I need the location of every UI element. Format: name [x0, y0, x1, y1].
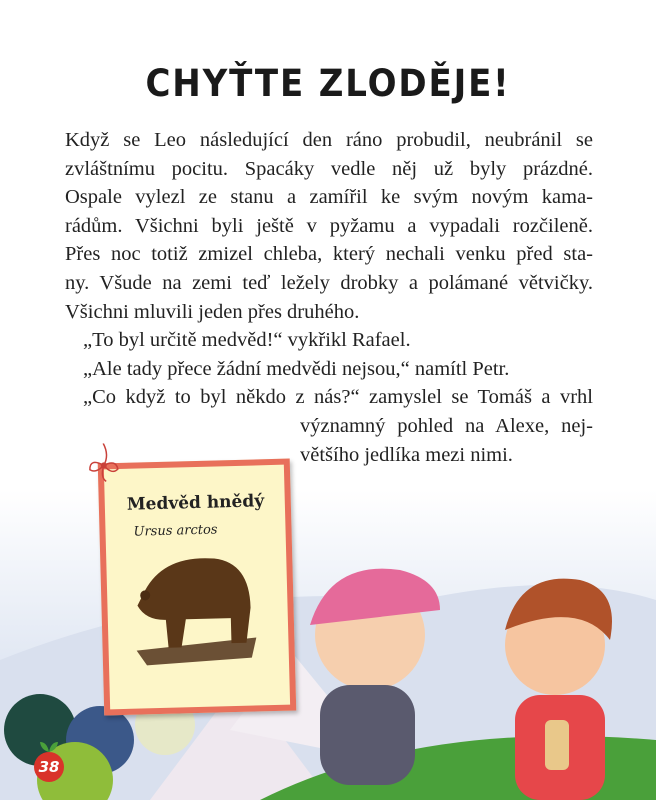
text-line: Přes noc totiž zmizel chleba, který nechali venku před sta- — [65, 243, 593, 266]
text-line: Když se Leo následující den ráno probudil, neubránil se — [65, 129, 593, 151]
story-text — [65, 126, 593, 469]
string-knot-icon — [85, 443, 122, 484]
chapter-title: CHYŤTE ZLODĚJE! — [145, 62, 511, 105]
dialogue-line: „Ale tady přece žádní medvědi nejsou,“ namítl Petr. — [83, 357, 510, 380]
text-line: rádům. Všichni byli ještě v pyžamu a vypadali rozčileně. — [65, 214, 593, 237]
text-line: Všichni mluvili jeden přes druhého. — [65, 300, 360, 323]
dialogue-line: „To byl určitě medvěd!“ vykřikl Rafael. — [83, 329, 411, 352]
dialogue-line: „Co když to byl někdo z nás?“ zamyslel se Tomáš a vrhl — [83, 386, 593, 409]
text-line: Ospale vylezl ze stanu a zamířil ke svým novým kama- — [65, 186, 593, 209]
page-number: 38 — [34, 752, 64, 782]
text-line: zvláštnímu pocitu. Spacáky vedle něj už byly prázdné. — [65, 157, 593, 180]
leaf-icon — [39, 740, 59, 752]
boy-shirt — [320, 685, 415, 785]
bread — [545, 720, 569, 770]
card-title: Medvěd hnědý — [126, 491, 265, 515]
text-line: významný pohled na Alexe, nej- — [300, 414, 593, 437]
animal-card — [98, 459, 297, 716]
bear-illustration — [124, 547, 267, 671]
card-subtitle: Ursus arctos — [133, 522, 218, 540]
text-line: ny. Všude na zemi teď ležely drobky a polámané větvičky. — [65, 271, 593, 294]
text-line: většího jedlíka mezi nimi. — [300, 443, 513, 466]
